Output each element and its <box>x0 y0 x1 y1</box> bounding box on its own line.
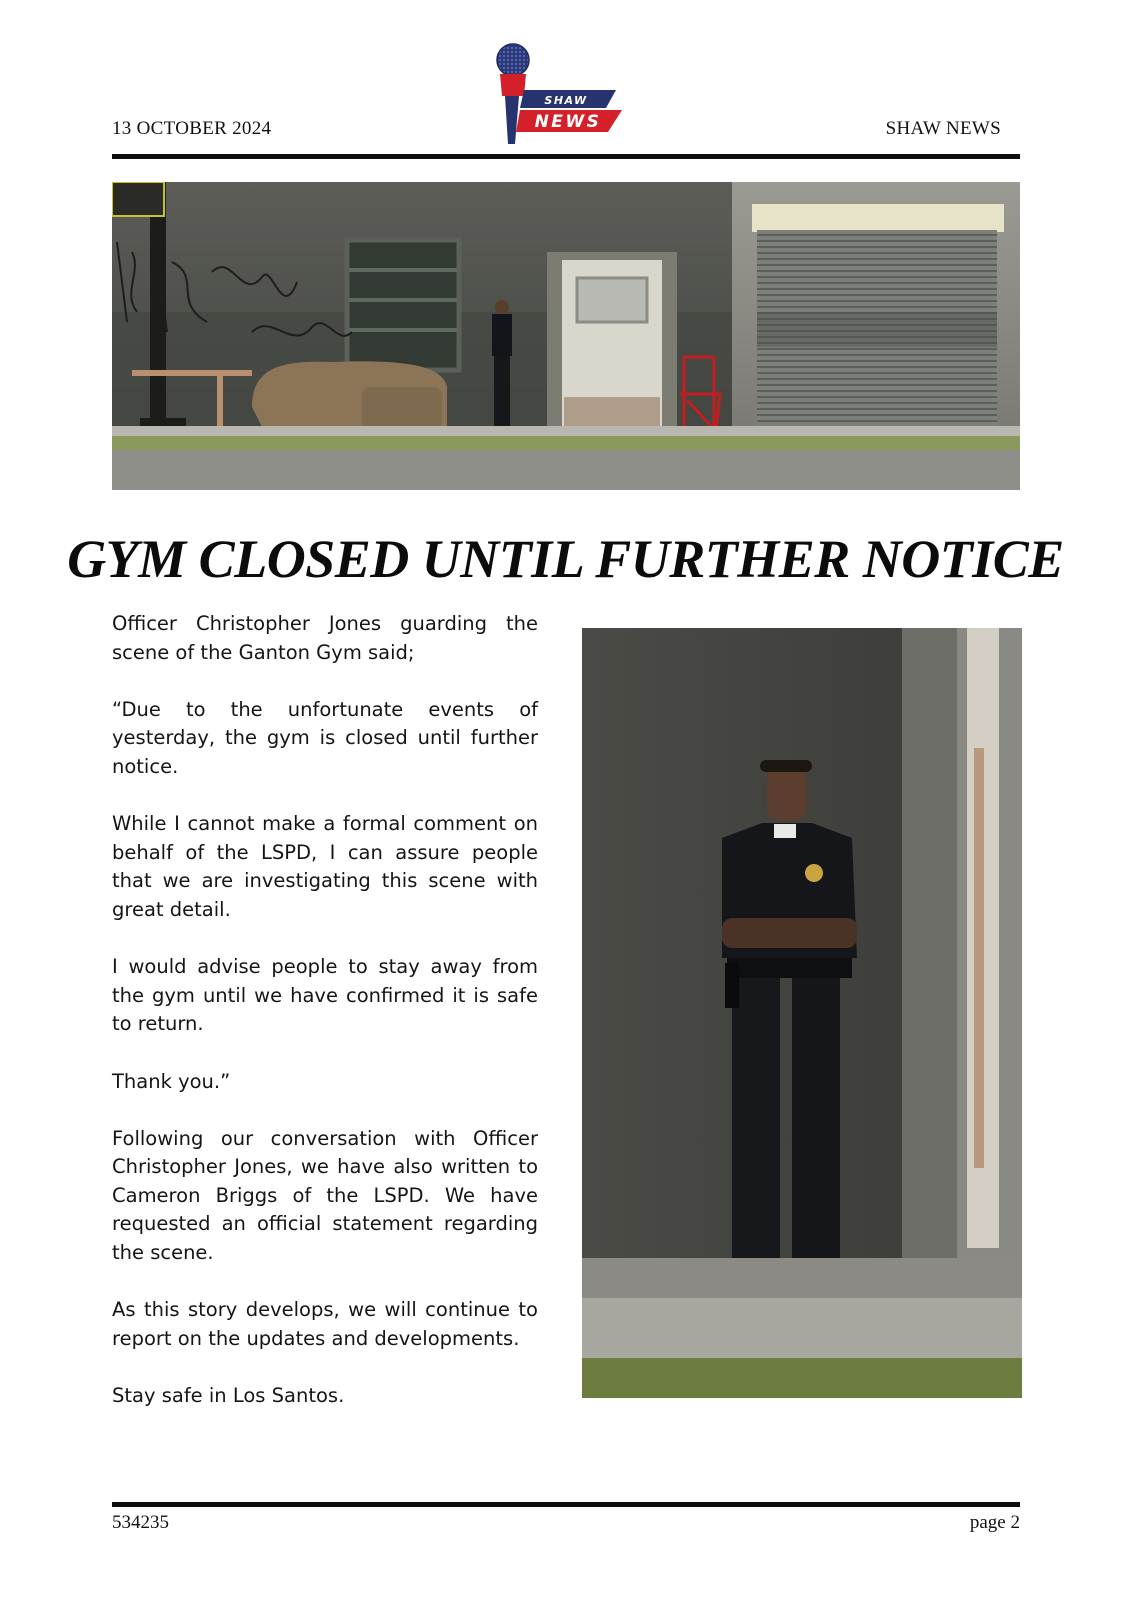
microphone-icon <box>497 44 529 76</box>
article-headline: GYM CLOSED UNTIL FURTHER NOTICE <box>67 529 1064 589</box>
officer-figure-small <box>492 300 512 431</box>
article-paragraph: Officer Christopher Jones guarding the scene of the Ganton Gym said; <box>112 612 538 664</box>
footer-rule <box>112 1502 1020 1507</box>
article-paragraph: As this story develops, we will continue to report on the updates and developments. <box>112 1298 538 1350</box>
page-number: page 2 <box>969 1512 1020 1533</box>
logo-text-bottom: NEWS <box>534 112 602 132</box>
article-paragraph: I would advise people to stay away from the gym until we have confirmed it is safe to return. <box>112 955 538 1036</box>
shaw-news-logo <box>494 42 634 150</box>
issue-date: 13 OCTOBER 2024 <box>112 118 272 139</box>
logo-text-top: SHAW <box>544 94 588 107</box>
officer-photo <box>582 628 1022 1398</box>
article-paragraph: Stay safe in Los Santos. <box>112 1384 345 1408</box>
article-paragraph: While I cannot make a formal comment on behalf of the LSPD, I can assure people that we are investigating this scene with great detail. <box>112 812 538 921</box>
publication-name: SHAW NEWS <box>885 118 1001 139</box>
issue-number: 534235 <box>112 1512 169 1533</box>
article-paragraph: Thank you.” <box>112 1069 231 1093</box>
header-rule <box>112 154 1020 159</box>
article-paragraph: Following our conversation with Officer Christopher Jones, we have also written to Cameron Briggs of the LSPD. We have requested an official statement regarding the scene. <box>112 1126 538 1265</box>
article-paragraph: “Due to the unfortunate events of yesterday, the gym is closed until further notice. <box>112 697 538 778</box>
hero-photo <box>112 182 1020 490</box>
article-body <box>112 610 538 1411</box>
